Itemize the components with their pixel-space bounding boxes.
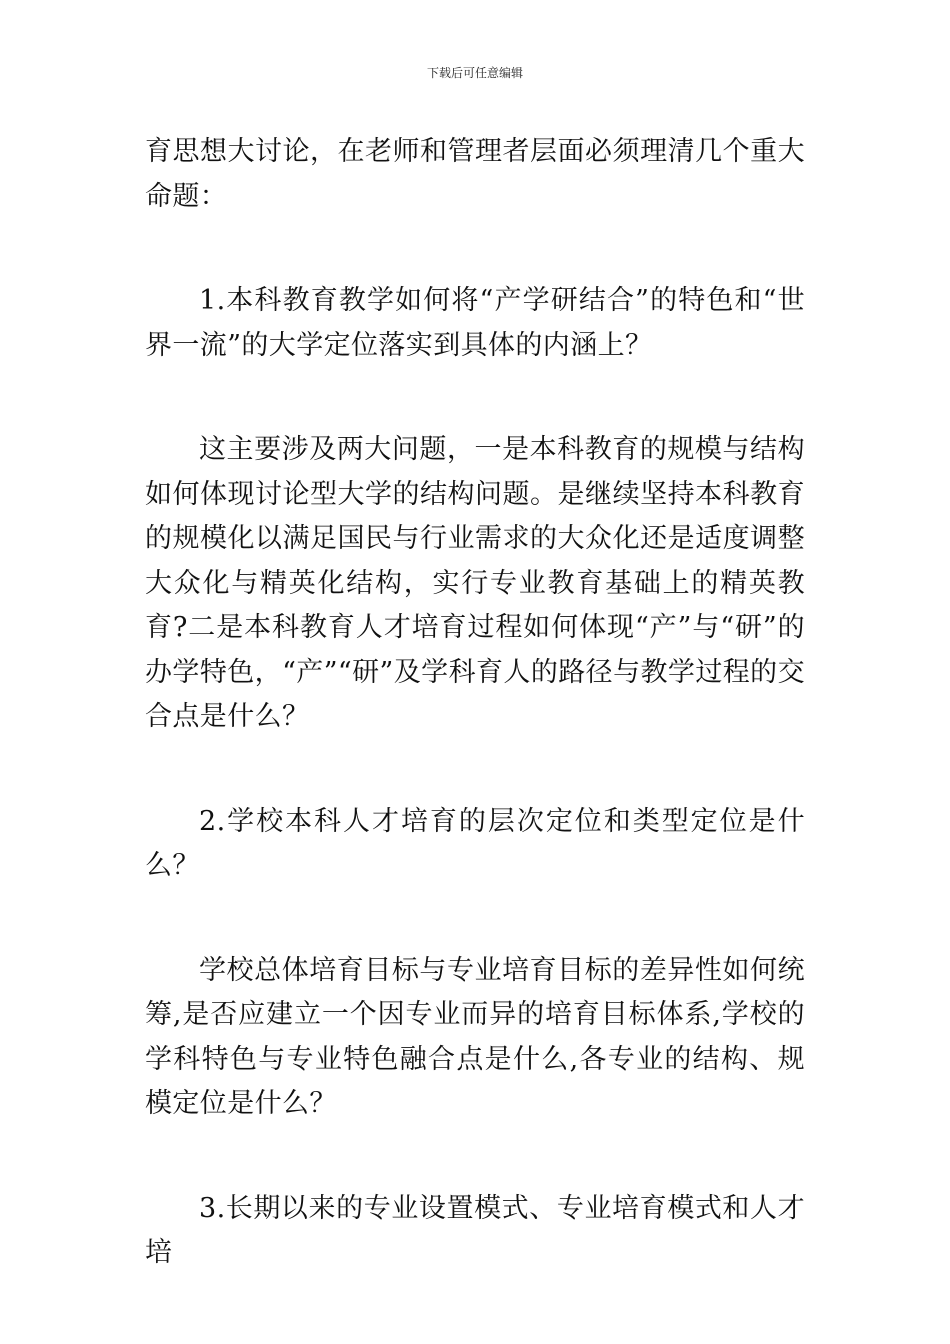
paragraph-question-1: 1.本科教育教学如何将“产学研结合”的特色和“世界一流”的大学定位落实到具体的内涵上？ [145,285,805,361]
paragraph-explanation-1: 这主要涉及两大问题，一是本科教育的规模与结构如何体现讨论型大学的结构问题。是继续坚持本科教育的规模化以满足国民与行业需求的大众化还是适度调整大众化与精英化结构，实行专业教育基础上的精英教育?二是本科教育人才培育过程如何体现“产”与“研”的办学特色，“产”“研”及学科育人的路径与教学过程的交合点是什么？ [145,434,805,732]
paragraph-question-3: 3.长期以来的专业设置模式、专业培育模式和人才培 [145,1192,805,1268]
paragraph-question-2: 2.学校本科人才培育的层次定位和类型定位是什么？ [145,805,805,881]
paragraph-continuation: 育思想大讨论，在老师和管理者层面必须理清几个重大命题： [145,136,805,212]
document-body [145,130,805,1276]
paragraph-explanation-2: 学校总体培育目标与专业培育目标的差异性如何统筹,是否应建立一个因专业而异的培育目标体系,学校的学科特色与专业特色融合点是什么,各专业的结构、规模定位是什么？ [145,954,805,1119]
page-header: 下载后可任意编辑 [426,66,523,80]
